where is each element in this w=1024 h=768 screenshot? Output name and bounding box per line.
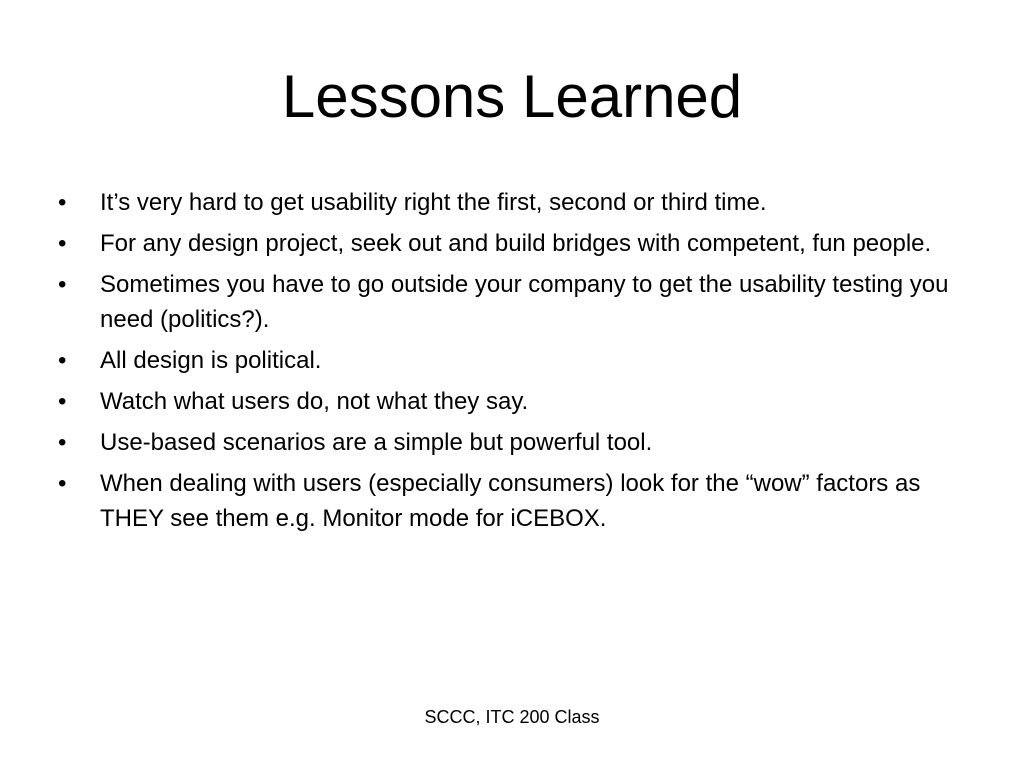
bullet-icon: • xyxy=(58,470,67,497)
bullet-list xyxy=(58,185,978,542)
bullet-item xyxy=(58,466,978,536)
bullet-text: Watch what users do, not what they say. xyxy=(100,388,529,415)
bullet-icon: • xyxy=(58,271,67,298)
bullet-icon: • xyxy=(58,429,67,456)
bullet-text: For any design project, seek out and build bridges with competent, fun people. xyxy=(100,230,932,257)
slide-title: Lessons Learned xyxy=(281,63,743,130)
bullet-item xyxy=(58,384,978,419)
bullet-icon: • xyxy=(58,347,67,374)
slide-footer: SCCC, ITC 200 Class xyxy=(424,707,600,727)
bullet-text: Use-based scenarios are a simple but powerful tool. xyxy=(100,429,653,456)
bullet-text: Sometimes you have to go outside your company to get the usability testing you need (politics?). xyxy=(100,271,949,333)
bullet-icon: • xyxy=(58,189,67,216)
bullet-text: All design is political. xyxy=(100,347,322,374)
bullet-icon: • xyxy=(58,230,67,257)
bullet-item xyxy=(58,343,978,378)
bullet-icon: • xyxy=(58,388,67,415)
bullet-item xyxy=(58,267,978,337)
bullet-text: When dealing with users (especially consumers) look for the “wow” factors as THEY see them e.g. Monitor mode for iCEBOX. xyxy=(100,470,921,532)
bullet-text: It’s very hard to get usability right the first, second or third time. xyxy=(100,189,767,216)
bullet-item xyxy=(58,226,978,261)
bullet-item xyxy=(58,185,978,220)
bullet-item xyxy=(58,425,978,460)
